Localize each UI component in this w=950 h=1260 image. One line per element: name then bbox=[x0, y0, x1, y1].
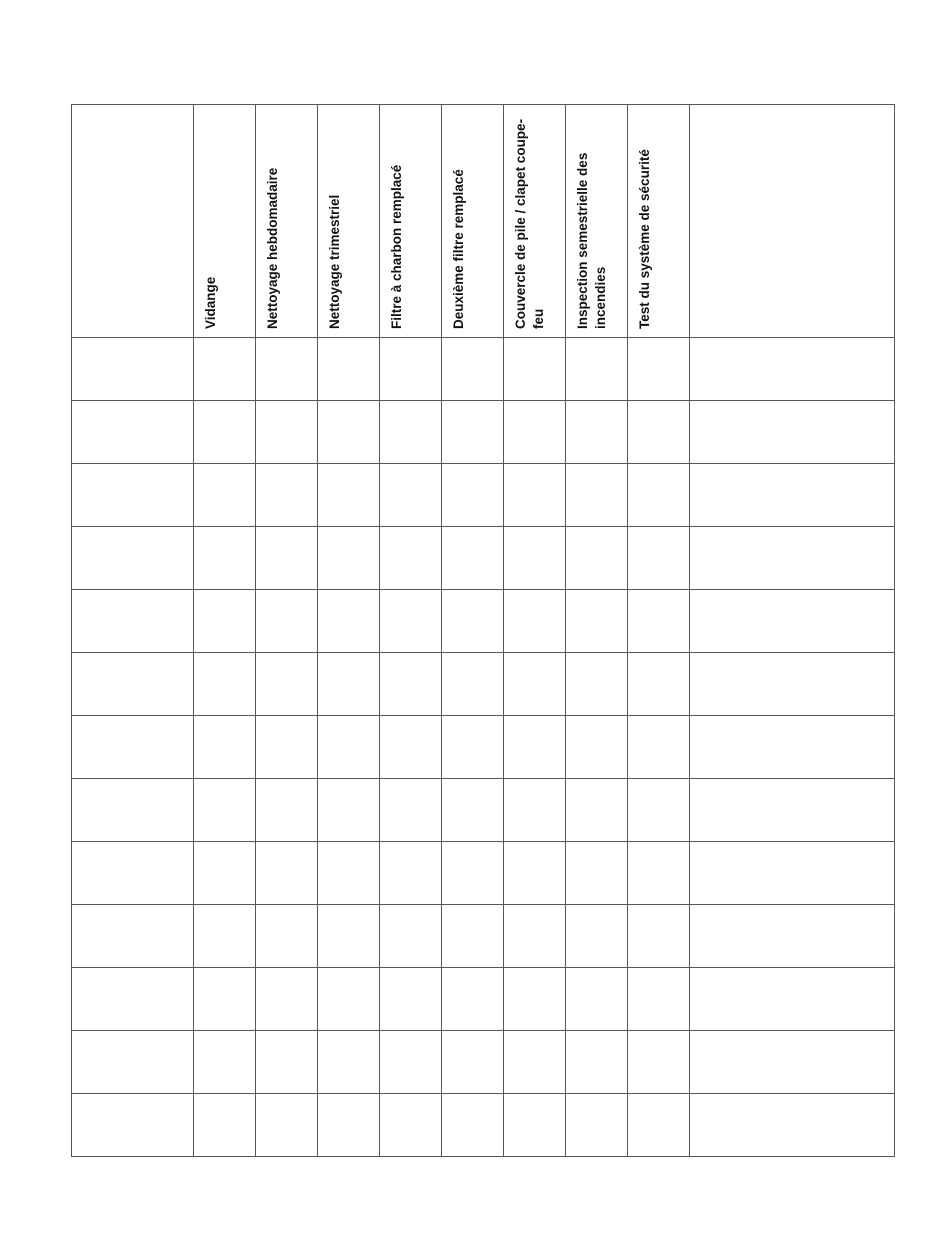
table-cell[interactable] bbox=[380, 401, 442, 464]
table-cell[interactable] bbox=[72, 590, 194, 653]
table-cell[interactable] bbox=[442, 653, 504, 716]
table-cell[interactable] bbox=[628, 653, 690, 716]
table-cell[interactable] bbox=[504, 527, 566, 590]
header-label: Deuxième filtre remplacé bbox=[451, 169, 466, 329]
table-cell[interactable] bbox=[72, 464, 194, 527]
table-row bbox=[72, 968, 895, 1031]
table-row bbox=[72, 401, 895, 464]
table-cell[interactable] bbox=[72, 842, 194, 905]
table-cell[interactable] bbox=[690, 842, 895, 905]
header-label: Couvercle de pile / clapet coupe-feu bbox=[513, 118, 546, 329]
table-cell[interactable] bbox=[256, 779, 318, 842]
table-cell[interactable] bbox=[380, 905, 442, 968]
table-row bbox=[72, 905, 895, 968]
table-cell[interactable] bbox=[72, 1094, 194, 1157]
header-test-securite bbox=[628, 105, 690, 338]
table-cell[interactable] bbox=[194, 779, 256, 842]
table-cell[interactable] bbox=[318, 338, 380, 401]
table-cell[interactable] bbox=[442, 779, 504, 842]
table-cell[interactable] bbox=[690, 401, 895, 464]
header-label: Inspection semestrielle des incendies bbox=[575, 152, 608, 329]
table-cell[interactable] bbox=[318, 590, 380, 653]
table-cell[interactable] bbox=[504, 905, 566, 968]
table-cell[interactable] bbox=[318, 527, 380, 590]
header-inspection-incendies bbox=[566, 105, 628, 338]
table-cell[interactable] bbox=[72, 401, 194, 464]
table-cell[interactable] bbox=[504, 1094, 566, 1157]
table-cell[interactable] bbox=[504, 590, 566, 653]
table-row bbox=[72, 842, 895, 905]
table-cell[interactable] bbox=[194, 842, 256, 905]
table-cell[interactable] bbox=[194, 401, 256, 464]
table-cell[interactable] bbox=[256, 905, 318, 968]
table-cell[interactable] bbox=[566, 653, 628, 716]
table-cell[interactable] bbox=[690, 464, 895, 527]
table-cell[interactable] bbox=[504, 401, 566, 464]
table-cell[interactable] bbox=[690, 1031, 895, 1094]
table-cell[interactable] bbox=[380, 968, 442, 1031]
table-cell[interactable] bbox=[380, 1094, 442, 1157]
table-cell[interactable] bbox=[566, 527, 628, 590]
table-cell[interactable] bbox=[566, 1094, 628, 1157]
table-cell[interactable] bbox=[504, 338, 566, 401]
table-cell[interactable] bbox=[194, 968, 256, 1031]
table-cell[interactable] bbox=[442, 1094, 504, 1157]
header-filtre-charbon bbox=[380, 105, 442, 338]
table-cell[interactable] bbox=[442, 905, 504, 968]
table-cell[interactable] bbox=[690, 968, 895, 1031]
table-cell[interactable] bbox=[566, 401, 628, 464]
table-cell[interactable] bbox=[318, 842, 380, 905]
table-cell[interactable] bbox=[256, 716, 318, 779]
header-label: Test du système de sécurité bbox=[637, 149, 652, 329]
table-row bbox=[72, 338, 895, 401]
table-cell[interactable] bbox=[194, 590, 256, 653]
table-row bbox=[72, 1031, 895, 1094]
table-row bbox=[72, 653, 895, 716]
table-cell[interactable] bbox=[256, 464, 318, 527]
table-cell[interactable] bbox=[256, 1031, 318, 1094]
table-cell[interactable] bbox=[256, 968, 318, 1031]
table-cell[interactable] bbox=[628, 1031, 690, 1094]
table-cell[interactable] bbox=[628, 1094, 690, 1157]
header-couvercle-pile bbox=[504, 105, 566, 338]
table-cell[interactable] bbox=[442, 716, 504, 779]
table-cell[interactable] bbox=[380, 779, 442, 842]
table-cell[interactable] bbox=[72, 968, 194, 1031]
header-notes bbox=[690, 105, 895, 338]
table-cell[interactable] bbox=[690, 527, 895, 590]
table-cell[interactable] bbox=[504, 653, 566, 716]
table-cell[interactable] bbox=[504, 968, 566, 1031]
table-cell[interactable] bbox=[194, 716, 256, 779]
header-vidange bbox=[194, 105, 256, 338]
table-cell[interactable] bbox=[628, 464, 690, 527]
table-cell[interactable] bbox=[72, 653, 194, 716]
table-cell[interactable] bbox=[318, 1031, 380, 1094]
table-cell[interactable] bbox=[318, 1094, 380, 1157]
table-cell[interactable] bbox=[690, 1094, 895, 1157]
table-cell[interactable] bbox=[504, 779, 566, 842]
table-cell[interactable] bbox=[566, 338, 628, 401]
table-cell[interactable] bbox=[194, 653, 256, 716]
header-row bbox=[72, 105, 895, 338]
table-cell[interactable] bbox=[442, 1031, 504, 1094]
table-cell[interactable] bbox=[256, 338, 318, 401]
table-cell[interactable] bbox=[256, 590, 318, 653]
table-cell[interactable] bbox=[194, 905, 256, 968]
table-row bbox=[72, 590, 895, 653]
table-cell[interactable] bbox=[628, 716, 690, 779]
table-cell[interactable] bbox=[566, 842, 628, 905]
table-cell[interactable] bbox=[566, 590, 628, 653]
table-cell[interactable] bbox=[256, 653, 318, 716]
table-cell[interactable] bbox=[194, 338, 256, 401]
table-cell[interactable] bbox=[690, 590, 895, 653]
table-cell[interactable] bbox=[318, 464, 380, 527]
table-cell[interactable] bbox=[628, 338, 690, 401]
table-cell[interactable] bbox=[380, 338, 442, 401]
table-cell[interactable] bbox=[628, 779, 690, 842]
header-label: Nettoyage trimestriel bbox=[327, 194, 342, 329]
table-cell[interactable] bbox=[380, 1031, 442, 1094]
table-cell[interactable] bbox=[504, 1031, 566, 1094]
table-cell[interactable] bbox=[380, 842, 442, 905]
table-cell[interactable] bbox=[72, 905, 194, 968]
table-cell[interactable] bbox=[380, 527, 442, 590]
table-cell[interactable] bbox=[566, 968, 628, 1031]
table-cell[interactable] bbox=[690, 779, 895, 842]
table-cell[interactable] bbox=[566, 905, 628, 968]
table-row bbox=[72, 716, 895, 779]
table-cell[interactable] bbox=[566, 464, 628, 527]
table-cell[interactable] bbox=[256, 842, 318, 905]
table-cell[interactable] bbox=[442, 968, 504, 1031]
header-nettoyage-trimestriel bbox=[318, 105, 380, 338]
table-cell[interactable] bbox=[442, 527, 504, 590]
table-cell[interactable] bbox=[628, 527, 690, 590]
table-cell[interactable] bbox=[318, 716, 380, 779]
table-row bbox=[72, 464, 895, 527]
table-row bbox=[72, 779, 895, 842]
header-label: Nettoyage hebdomadaire bbox=[265, 167, 280, 329]
table-row bbox=[72, 527, 895, 590]
table-cell[interactable] bbox=[318, 401, 380, 464]
table-cell[interactable] bbox=[72, 716, 194, 779]
table-cell[interactable] bbox=[566, 1031, 628, 1094]
table-cell[interactable] bbox=[194, 1094, 256, 1157]
table-cell[interactable] bbox=[194, 527, 256, 590]
table-cell[interactable] bbox=[194, 464, 256, 527]
table-cell[interactable] bbox=[628, 842, 690, 905]
table-cell[interactable] bbox=[690, 716, 895, 779]
table-cell[interactable] bbox=[566, 716, 628, 779]
table-cell[interactable] bbox=[318, 653, 380, 716]
table-cell[interactable] bbox=[72, 527, 194, 590]
table-cell[interactable] bbox=[380, 653, 442, 716]
table-cell[interactable] bbox=[194, 1031, 256, 1094]
table-cell[interactable] bbox=[318, 905, 380, 968]
table-cell[interactable] bbox=[256, 527, 318, 590]
table-cell[interactable] bbox=[442, 590, 504, 653]
table-cell[interactable] bbox=[566, 779, 628, 842]
table-cell[interactable] bbox=[442, 842, 504, 905]
table-cell[interactable] bbox=[380, 464, 442, 527]
table-cell[interactable] bbox=[690, 905, 895, 968]
header-date bbox=[72, 105, 194, 338]
table-cell[interactable] bbox=[72, 338, 194, 401]
table-cell[interactable] bbox=[628, 905, 690, 968]
table-cell[interactable] bbox=[690, 653, 895, 716]
table-cell[interactable] bbox=[256, 1094, 318, 1157]
table-cell[interactable] bbox=[72, 779, 194, 842]
table-cell[interactable] bbox=[504, 716, 566, 779]
header-label: Vidange bbox=[203, 276, 218, 329]
table-cell[interactable] bbox=[318, 779, 380, 842]
table-cell[interactable] bbox=[628, 590, 690, 653]
header-nettoyage-hebdomadaire bbox=[256, 105, 318, 338]
table-cell[interactable] bbox=[504, 842, 566, 905]
log-body bbox=[72, 338, 895, 1157]
header-deuxieme-filtre bbox=[442, 105, 504, 338]
table-cell[interactable] bbox=[318, 968, 380, 1031]
table-cell[interactable] bbox=[628, 401, 690, 464]
table-cell[interactable] bbox=[72, 1031, 194, 1094]
header-label: Filtre à charbon remplacé bbox=[389, 164, 404, 329]
table-cell[interactable] bbox=[380, 590, 442, 653]
table-cell[interactable] bbox=[442, 401, 504, 464]
table-cell[interactable] bbox=[628, 968, 690, 1031]
table-cell[interactable] bbox=[504, 464, 566, 527]
table-cell[interactable] bbox=[380, 716, 442, 779]
table-row bbox=[72, 1094, 895, 1157]
table-cell[interactable] bbox=[256, 401, 318, 464]
table-cell[interactable] bbox=[690, 338, 895, 401]
table-cell[interactable] bbox=[442, 338, 504, 401]
table-cell[interactable] bbox=[442, 464, 504, 527]
maintenance-log-table bbox=[71, 104, 895, 1157]
